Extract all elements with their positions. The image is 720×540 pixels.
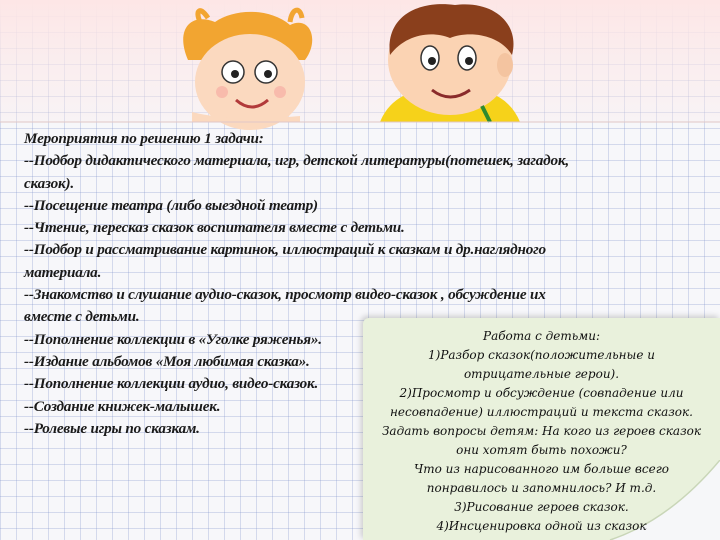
- activities-line: --Знакомство и слушание аудио-сказок, просмотр видео-сказок , обсуждение их: [24, 286, 546, 304]
- activities-line: --Подбор и рассматривание картинок, иллюстраций к сказкам и др.наглядного: [24, 241, 546, 259]
- kids-illustration: [0, 0, 720, 135]
- note-line: отрицательные герои).: [463, 367, 620, 381]
- activities-line: --Пополнение коллекции аудио, видео-сказок.: [24, 375, 319, 393]
- note-line: несовпадение) иллюстраций и текста сказок.: [390, 405, 693, 419]
- activities-line: материала.: [24, 263, 102, 281]
- note-heading: Работа с детьми:: [483, 329, 600, 343]
- activities-line: --Создание книжек-малышек.: [24, 397, 221, 415]
- note-line: понравилось и запомнилось? И т.д.: [426, 481, 657, 495]
- activities-line: --Посещение театра (либо выездной театр): [24, 196, 318, 214]
- activities-line: --Чтение, пересказ сказок воспитателя вместе с детьми.: [24, 219, 405, 237]
- activities-line: --Пополнение коллекции в «Уголке ряженья».: [24, 330, 322, 348]
- activities-line: вместе с детьми.: [24, 308, 140, 326]
- girl-face: [195, 34, 305, 130]
- activities-line: --Издание альбомов «Моя любимая сказка».: [24, 352, 310, 370]
- note-line: 3)Рисование героев сказок.: [454, 500, 629, 514]
- boy-figure: [380, 4, 520, 122]
- note-line: 4)Инсценировка одной из сказок: [436, 519, 647, 533]
- note-line: 1)Разбор сказок(положительные и: [428, 348, 655, 362]
- activities-line: --Ролевые игры по сказкам.: [24, 419, 200, 437]
- note-line: 2)Просмотр и обсуждение (совпадение или: [399, 386, 684, 400]
- activities-heading: Мероприятия по решению 1 задачи:: [24, 130, 264, 147]
- activities-line: сказок).: [24, 174, 74, 192]
- illustration-background: [0, 0, 720, 122]
- children-work-note: [363, 327, 720, 536]
- activities-line: --Подбор дидактического материала, игр, детской литературы(потешек, загадок,: [24, 152, 570, 170]
- note-line: Что из нарисованного им больше всего: [413, 462, 670, 476]
- note-line: Задать вопросы детям: На кого из героев сказок: [381, 424, 702, 438]
- note-line: они хотят быть похожи?: [456, 443, 627, 457]
